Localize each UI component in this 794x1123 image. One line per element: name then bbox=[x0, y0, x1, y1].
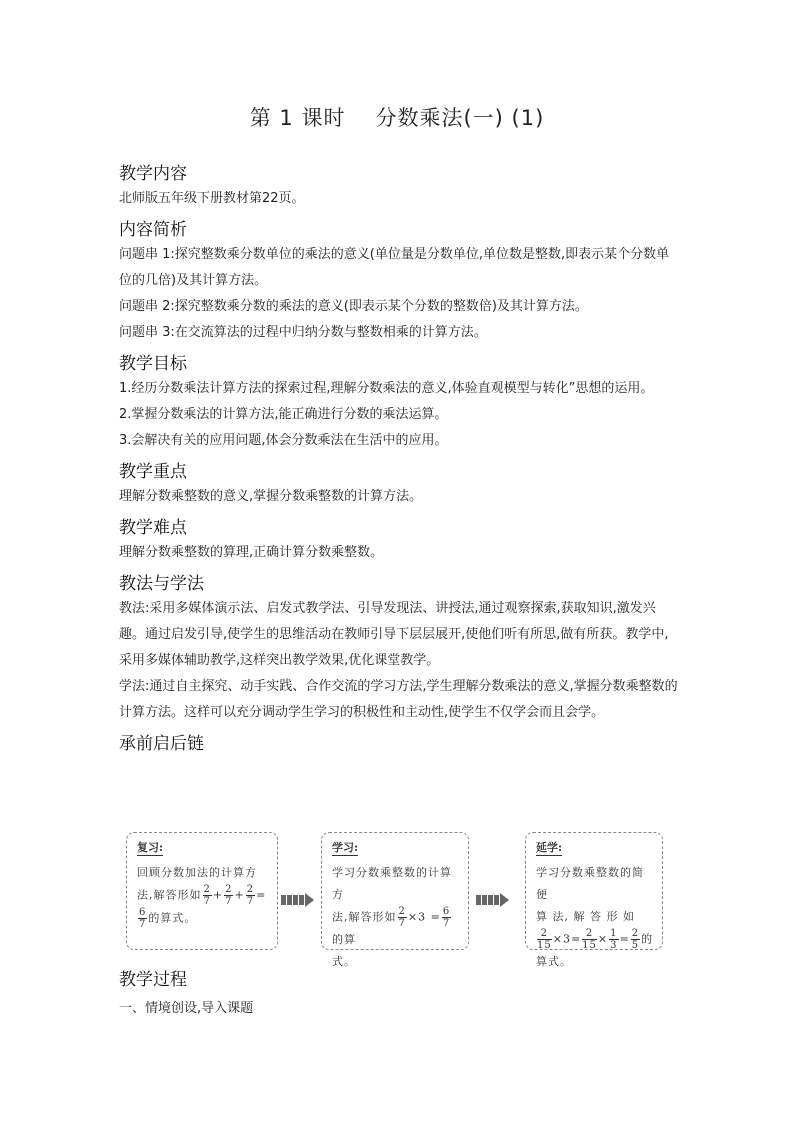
review-label: 复习: bbox=[137, 841, 164, 854]
fraction: $\frac{6}{7}$ bbox=[139, 907, 147, 930]
goal-1: 1.经历分数乘法计算方法的探索过程,理解分数乘法的意义,体验直观模型与转化”思想的运用。 bbox=[119, 381, 654, 396]
learn-label: 学习: bbox=[332, 841, 359, 854]
teaching-method: 教法:采用多媒体演示法、启发式教学法、引导发现法、讲授法,通过观察探索,获取知识,激发兴趣。通过启发引导,使学生的思维活动在教师引导下层层展开,使他们听有所思,做有所获。教学中,采用多媒体辅助教学,这样突出教学效果,优化课堂教学。 bbox=[119, 601, 669, 668]
extend-line-1: 学习分数乘整数的简便 bbox=[536, 866, 644, 901]
section-text: 北师版五年级下册教材第22页。 bbox=[119, 191, 305, 206]
goal-3: 3.会解决有关的应用问题,体会分数乘法在生活中的应用。 bbox=[119, 433, 448, 448]
goal-2: 2.掌握分数乘法的计算方法,能正确进行分数的乘法运算。 bbox=[119, 407, 448, 422]
review-line-2: 法,解答形如 $\frac{2}{7}$ + $\frac{2}{7}$ + $\frac{2}{7}$ = bbox=[137, 884, 267, 907]
section-heading: 教法与学法 bbox=[119, 574, 204, 594]
question-string-1: 问题串 1:探究整数乘分数单位的乘法的意义(单位量是分数单位,单位数是整数,即表示某个分数单位的几倍)及其计算方法。 bbox=[119, 247, 670, 288]
question-string-2: 问题串 2:探究整数乘分数的乘法的意义(即表示某个分数的整数倍)及其计算方法。 bbox=[119, 299, 588, 314]
section-heading: 教学过程 bbox=[119, 970, 187, 990]
section-key-points bbox=[119, 460, 679, 510]
learn-line-3: 式。 bbox=[332, 955, 356, 968]
fraction: $\frac{6}{7}$ bbox=[442, 906, 451, 929]
lesson-content bbox=[119, 162, 679, 762]
section-chain bbox=[119, 732, 679, 756]
review-line-1: 回顾分数加法的计算方 bbox=[137, 866, 257, 879]
knowledge-chain-diagram bbox=[126, 832, 666, 968]
fraction: $\frac{1}{3}$ bbox=[610, 928, 618, 951]
fraction: $\frac{2}{7}$ bbox=[203, 884, 211, 907]
section-methods bbox=[119, 572, 679, 726]
learn-line-2: 法,解答形如 $\frac{2}{7}$ ×3 = $\frac{6}{7}$ 的算 bbox=[332, 906, 451, 946]
page-title bbox=[0, 102, 794, 132]
fraction: $\frac{2}{7}$ bbox=[225, 884, 233, 907]
extend-line-3: $\frac{2}{15}$ ×3= $\frac{2}{15}$ × $\frac{1}{3}$ = $\frac{2}{5}$ 的算式。 bbox=[536, 928, 654, 968]
step-1: 一、情境创设,导入课题 bbox=[119, 1001, 254, 1016]
learn-box bbox=[321, 832, 469, 968]
fraction: $\frac{2}{15}$ bbox=[537, 928, 552, 951]
section-difficulties bbox=[119, 516, 679, 566]
section-teaching-content bbox=[119, 162, 679, 212]
section-heading: 教学难点 bbox=[119, 518, 187, 538]
section-heading: 教学目标 bbox=[119, 354, 187, 374]
extend-label: 延学: bbox=[536, 841, 563, 854]
section-heading: 教学重点 bbox=[119, 462, 187, 482]
section-text: 理解分数乘整数的意义,掌握分数乘整数的计算方法。 bbox=[119, 489, 423, 504]
section-heading: 教学内容 bbox=[119, 164, 187, 184]
section-content-analysis bbox=[119, 218, 679, 346]
learn-line-1: 学习分数乘整数的计算方 bbox=[332, 866, 452, 901]
process-section bbox=[119, 968, 679, 1022]
section-teaching-goals bbox=[119, 352, 679, 454]
question-string-3: 问题串 3:在交流算法的过程中归纳分数与整数相乘的计算方法。 bbox=[119, 325, 487, 340]
extend-line-2: 算 法, 解 答 形 如 bbox=[536, 910, 635, 923]
fraction: $\frac{2}{7}$ bbox=[398, 906, 406, 929]
arrow-icon bbox=[281, 889, 314, 901]
arrow-icon bbox=[476, 889, 509, 901]
section-text: 理解分数乘整数的算理,正确计算分数乘整数。 bbox=[119, 545, 384, 560]
section-heading: 承前启后链 bbox=[119, 734, 204, 754]
review-line-3: $\frac{6}{7}$ 的算式。 bbox=[139, 907, 197, 930]
fraction: $\frac{2}{5}$ bbox=[631, 928, 640, 951]
lesson-number: 第 1 课时 bbox=[249, 106, 346, 130]
review-box bbox=[126, 832, 278, 950]
fraction: $\frac{2}{7}$ bbox=[246, 884, 255, 907]
extend-box bbox=[525, 832, 663, 968]
section-heading: 内容简析 bbox=[119, 220, 187, 240]
fraction: $\frac{2}{15}$ bbox=[582, 928, 597, 951]
lesson-topic: 分数乘法(一) (1) bbox=[375, 106, 545, 130]
learning-method: 学法:通过自主探究、动手实践、合作交流的学习方法,学生理解分数乘法的意义,掌握分数乘整数的计算方法。这样可以充分调动学生学习的积极性和主动性,使学生不仅学会而且会学。 bbox=[119, 679, 678, 720]
